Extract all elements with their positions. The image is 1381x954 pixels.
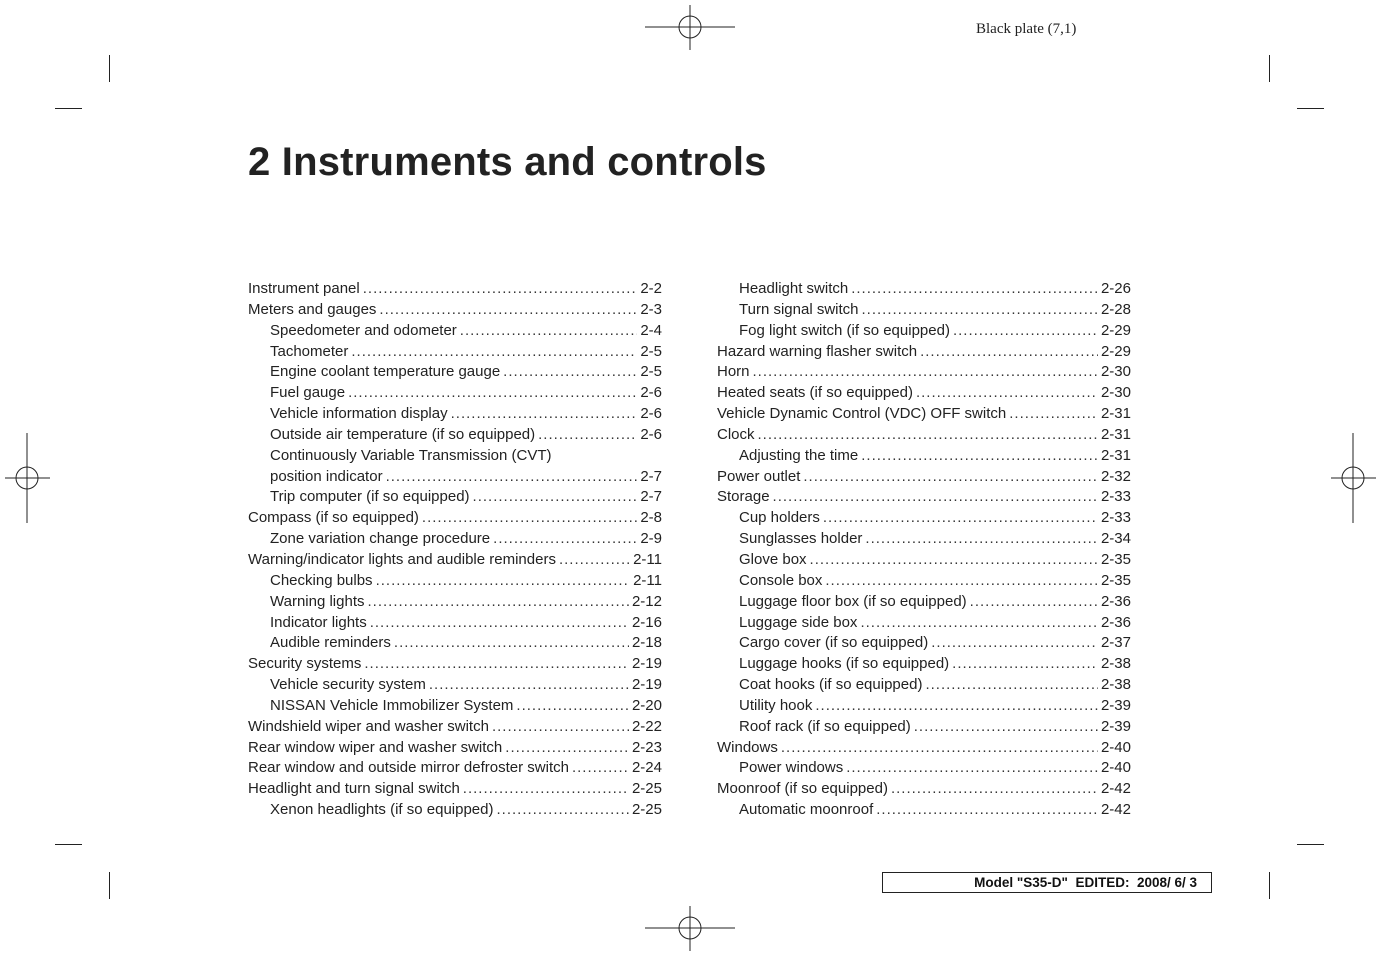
- toc-entry-page: 2-32: [1100, 467, 1131, 485]
- toc-entry-page: 2-19: [631, 655, 662, 673]
- toc-entry-page: 2-23: [631, 738, 662, 756]
- registration-mark-top: [645, 5, 735, 50]
- crop-mark-tl-vertical: [109, 55, 110, 82]
- toc-dot-leader: [753, 362, 1098, 383]
- toc-entry-title: Power windows: [739, 759, 844, 777]
- toc-entry[interactable]: [717, 321, 1131, 342]
- toc-entry[interactable]: [248, 758, 662, 779]
- crop-mark-tr-vertical: [1269, 55, 1270, 82]
- toc-entry[interactable]: [248, 779, 662, 800]
- toc-entry[interactable]: [717, 425, 1131, 446]
- toc-entry-page: 2-37: [1100, 634, 1131, 652]
- toc-entry[interactable]: [248, 383, 662, 404]
- toc-entry[interactable]: [717, 300, 1131, 321]
- toc-entry[interactable]: [717, 696, 1131, 717]
- toc-entry-title: Glove box: [739, 550, 807, 568]
- toc-entry-title: Console box: [739, 571, 823, 589]
- toc-entry[interactable]: [248, 654, 662, 675]
- toc-entry[interactable]: [248, 300, 662, 321]
- toc-entry-title: Turn signal switch: [739, 300, 859, 318]
- toc-entry-title: Windows: [717, 738, 778, 756]
- toc-entry[interactable]: [248, 571, 662, 592]
- toc-entry-page: 2-38: [1100, 655, 1131, 673]
- toc-dot-leader: [758, 425, 1098, 446]
- toc-entry-page: 2-8: [640, 509, 662, 527]
- toc-entry-page: 2-6: [640, 425, 662, 443]
- toc-dot-leader: [559, 550, 630, 571]
- toc-entry-page: 2-16: [631, 613, 662, 631]
- toc-entry-title: Zone variation change procedure: [270, 530, 491, 548]
- toc-entry-page: 2-19: [631, 676, 662, 694]
- crop-mark-br-horizontal: [1297, 844, 1324, 845]
- toc-entry-page: 2-31: [1100, 446, 1131, 464]
- toc-entry-page: 2-30: [1100, 363, 1131, 381]
- toc-dot-leader: [370, 613, 629, 634]
- toc-entry-page: 2-33: [1100, 509, 1131, 527]
- toc-entry[interactable]: [717, 613, 1131, 634]
- toc-entry[interactable]: [248, 592, 662, 613]
- toc-dot-leader: [351, 342, 637, 363]
- toc-dot-leader: [823, 508, 1098, 529]
- toc-entry[interactable]: [717, 467, 1131, 488]
- toc-entry-title: Speedometer and odometer: [270, 321, 457, 339]
- toc-entry-title: Tachometer: [270, 342, 349, 360]
- toc-entry-page: 2-24: [631, 759, 662, 777]
- toc-entry-title: Coat hooks (if so equipped): [739, 676, 923, 694]
- toc-entry-page: 2-38: [1100, 676, 1131, 694]
- toc-dot-leader: [931, 633, 1098, 654]
- registration-mark-left: [5, 433, 50, 523]
- toc-entry-title: Power outlet: [717, 467, 801, 485]
- toc-entry[interactable]: [717, 717, 1131, 738]
- toc-entry[interactable]: [717, 446, 1131, 467]
- toc-dot-leader: [914, 717, 1098, 738]
- toc-entry-title: NISSAN Vehicle Immobilizer System: [270, 696, 514, 714]
- toc-entry-page: 2-4: [640, 321, 662, 339]
- toc-entry-title: Horn: [717, 363, 750, 381]
- toc-entry[interactable]: [717, 487, 1131, 508]
- plate-label: Black plate (7,1): [976, 21, 1077, 37]
- toc-entry[interactable]: [248, 550, 662, 571]
- toc-entry[interactable]: [717, 529, 1131, 550]
- toc-dot-leader: [862, 300, 1098, 321]
- toc-entry[interactable]: [717, 592, 1131, 613]
- toc-entry[interactable]: [248, 675, 662, 696]
- toc-dot-leader: [846, 758, 1098, 779]
- toc-entry[interactable]: [717, 383, 1131, 404]
- toc-entry-title: Cargo cover (if so equipped): [739, 634, 929, 652]
- toc-left-column: [248, 279, 662, 821]
- toc-dot-leader: [492, 717, 629, 738]
- toc-entry-title: Headlight and turn signal switch: [248, 780, 460, 798]
- toc-entry-page: 2-39: [1100, 696, 1131, 714]
- toc-entry[interactable]: [248, 321, 662, 342]
- toc-entry-title: Heated seats (if so equipped): [717, 384, 913, 402]
- toc-entry-page: 2-34: [1100, 530, 1131, 548]
- toc-entry[interactable]: [717, 738, 1131, 759]
- toc-entry[interactable]: [248, 633, 662, 654]
- toc-entry-page: 2-3: [640, 300, 662, 318]
- toc-dot-leader: [970, 592, 1098, 613]
- toc-entry-title: Hazard warning flasher switch: [717, 342, 918, 360]
- crop-mark-tl-horizontal: [55, 108, 82, 109]
- toc-dot-leader: [773, 487, 1098, 508]
- toc-dot-leader: [493, 529, 637, 550]
- toc-entry-title: Vehicle information display: [270, 405, 448, 423]
- toc-entry[interactable]: [717, 758, 1131, 779]
- toc-entry-title: Xenon headlights (if so equipped): [270, 801, 494, 819]
- toc-dot-leader: [429, 675, 629, 696]
- toc-entry-title: Adjusting the time: [739, 446, 859, 464]
- toc-entry-page: 2-33: [1100, 488, 1131, 506]
- toc-dot-leader: [865, 529, 1098, 550]
- toc-entry-title: Windshield wiper and washer switch: [248, 717, 489, 735]
- toc-entry-title: Vehicle Dynamic Control (VDC) OFF switch: [717, 405, 1007, 423]
- toc-dot-leader: [851, 279, 1098, 300]
- toc-entry-page: 2-39: [1100, 717, 1131, 735]
- toc-entry-page: 2-42: [1100, 801, 1131, 819]
- toc-entry-title: Outside air temperature (if so equipped): [270, 425, 536, 443]
- toc-entry-title: Compass (if so equipped): [248, 509, 419, 527]
- toc-entry-title: Audible reminders: [270, 634, 391, 652]
- toc-entry-page: 2-30: [1100, 384, 1131, 402]
- toc-entry-page: 2-9: [640, 530, 662, 548]
- toc-dot-leader: [803, 467, 1098, 488]
- registration-mark-bottom: [645, 906, 735, 951]
- toc-entry-page: 2-31: [1100, 425, 1131, 443]
- toc-entry[interactable]: [248, 613, 662, 634]
- toc-dot-leader: [367, 592, 628, 613]
- toc-entry[interactable]: [717, 508, 1131, 529]
- toc-entry-page: 2-5: [640, 342, 662, 360]
- toc-dot-leader: [473, 487, 638, 508]
- toc-entry[interactable]: [717, 571, 1131, 592]
- toc-entry-title: Sunglasses holder: [739, 530, 863, 548]
- toc-entry-title: Warning/indicator lights and audible reminders: [248, 550, 556, 568]
- toc-entry-page: 2-12: [631, 592, 662, 610]
- toc-entry[interactable]: [717, 342, 1131, 363]
- toc-entry-page: 2-25: [631, 780, 662, 798]
- toc-dot-leader: [861, 446, 1098, 467]
- toc-entry-title: Luggage floor box (if so equipped): [739, 592, 967, 610]
- toc-entry-title: Moonroof (if so equipped): [717, 780, 888, 798]
- toc-dot-leader: [825, 571, 1098, 592]
- toc-entry[interactable]: [717, 633, 1131, 654]
- toc-entry-page: 2-29: [1100, 342, 1131, 360]
- toc-entry-page: 2-6: [640, 384, 662, 402]
- toc-entry-page: 2-36: [1100, 613, 1131, 631]
- toc-entry-title: Fog light switch (if so equipped): [739, 321, 950, 339]
- toc-dot-leader: [860, 613, 1098, 634]
- toc-entry-page: 2-7: [640, 488, 662, 506]
- toc-dot-leader: [952, 654, 1098, 675]
- toc-entry[interactable]: [717, 362, 1131, 383]
- toc-dot-leader: [538, 425, 637, 446]
- toc-right-column: [717, 279, 1131, 821]
- toc-entry[interactable]: [717, 550, 1131, 571]
- toc-dot-leader: [925, 675, 1098, 696]
- toc-dot-leader: [379, 300, 637, 321]
- toc-dot-leader: [876, 800, 1098, 821]
- toc-dot-leader: [451, 404, 638, 425]
- toc-dot-leader: [503, 362, 637, 383]
- toc-entry-page: 2-11: [633, 550, 662, 568]
- toc-entry-title: Checking bulbs: [270, 571, 373, 589]
- toc-dot-leader: [497, 800, 629, 821]
- toc-dot-leader: [364, 654, 629, 675]
- toc-dot-leader: [422, 508, 637, 529]
- toc-entry-title: Warning lights: [270, 592, 365, 610]
- toc-entry[interactable]: [717, 675, 1131, 696]
- toc-entry-title: Engine coolant temperature gauge: [270, 363, 501, 381]
- model-edited-label: Model "S35-D" EDITED: 2008/ 6/ 3: [882, 872, 1212, 893]
- toc-entry[interactable]: [248, 487, 662, 508]
- toc-entry[interactable]: [717, 279, 1131, 300]
- toc-dot-leader: [891, 779, 1098, 800]
- toc-entry[interactable]: [248, 467, 662, 488]
- toc-entry-title: Vehicle security system: [270, 676, 426, 694]
- chapter-title: 2 Instruments and controls: [248, 140, 767, 184]
- toc-entry-page: 2-29: [1100, 321, 1131, 339]
- toc-entry-page: 2-40: [1100, 738, 1131, 756]
- toc-entry-title: Rear window wiper and washer switch: [248, 738, 503, 756]
- toc-entry-title: Luggage side box: [739, 613, 858, 631]
- toc-entry-title: Clock: [717, 425, 755, 443]
- toc-entry-title-line1: [248, 446, 662, 467]
- toc-entry-page: 2-5: [640, 363, 662, 381]
- toc-entry[interactable]: [248, 404, 662, 425]
- toc-entry[interactable]: [717, 800, 1131, 821]
- toc-entry-page: 2-20: [631, 696, 662, 714]
- toc-dot-leader: [460, 321, 638, 342]
- toc-entry-title: Luggage hooks (if so equipped): [739, 655, 950, 673]
- toc-dot-leader: [815, 696, 1098, 717]
- toc-dot-leader: [376, 571, 631, 592]
- toc-entry[interactable]: [248, 425, 662, 446]
- registration-mark-right: [1331, 433, 1376, 523]
- toc-entry-title: Storage: [717, 488, 770, 506]
- toc-dot-leader: [505, 738, 629, 759]
- toc-entry-title: Roof rack (if so equipped): [739, 717, 911, 735]
- toc-entry-page: 2-35: [1100, 571, 1131, 589]
- toc-dot-leader: [348, 383, 637, 404]
- toc-dot-leader: [1009, 404, 1098, 425]
- toc-dot-leader: [810, 550, 1098, 571]
- toc-entry-page: 2-7: [640, 467, 662, 485]
- toc-dot-leader: [463, 779, 629, 800]
- toc-entry-page: 2-22: [631, 717, 662, 735]
- toc-dot-leader: [953, 321, 1098, 342]
- toc-entry[interactable]: [248, 529, 662, 550]
- toc-entry-page: 2-2: [640, 280, 662, 297]
- toc-entry-page: 2-36: [1100, 592, 1131, 610]
- toc-entry-page: 2-25: [631, 801, 662, 819]
- toc-entry-page: 2-11: [633, 571, 662, 589]
- toc-entry-page: 2-18: [631, 634, 662, 652]
- crop-mark-tr-horizontal: [1297, 108, 1324, 109]
- toc-entry-page: 2-6: [640, 405, 662, 423]
- crop-mark-bl-vertical: [109, 872, 110, 899]
- toc-entry-title: Utility hook: [739, 696, 813, 714]
- toc-entry-page: 2-31: [1100, 405, 1131, 423]
- toc-entry-title: Automatic moonroof: [739, 801, 874, 819]
- toc-dot-leader: [781, 738, 1098, 759]
- toc-dot-leader: [916, 383, 1098, 404]
- toc-entry[interactable]: [248, 800, 662, 821]
- toc-entry-title: Instrument panel: [248, 280, 360, 297]
- toc-entry-title: Continuously Variable Transmission (CVT): [270, 446, 552, 464]
- toc-dot-leader: [394, 633, 629, 654]
- toc-entry[interactable]: [248, 279, 662, 300]
- toc-entry[interactable]: [717, 404, 1131, 425]
- toc-entry-title: Cup holders: [739, 509, 820, 527]
- toc-dot-leader: [386, 467, 638, 488]
- toc-entry[interactable]: [248, 717, 662, 738]
- toc-entry[interactable]: [248, 696, 662, 717]
- toc-entry-page: 2-35: [1100, 550, 1131, 568]
- toc-entry-page: 2-28: [1100, 300, 1131, 318]
- crop-mark-br-vertical: [1269, 872, 1270, 899]
- toc-entry-title: Rear window and outside mirror defroster switch: [248, 759, 569, 777]
- toc-dot-leader: [920, 342, 1098, 363]
- toc-dot-leader: [516, 696, 629, 717]
- toc-entry-page: 2-40: [1100, 759, 1131, 777]
- toc-entry-page: 2-26: [1100, 280, 1131, 297]
- toc-entry[interactable]: [248, 342, 662, 363]
- toc-entry[interactable]: [248, 738, 662, 759]
- toc-entry[interactable]: [717, 779, 1131, 800]
- crop-mark-bl-horizontal: [55, 844, 82, 845]
- toc-entry-title: Headlight switch: [739, 280, 849, 297]
- toc-entry-title: position indicator: [270, 467, 383, 485]
- toc-entry-title: Fuel gauge: [270, 384, 346, 402]
- toc-entry-title: Trip computer (if so equipped): [270, 488, 470, 506]
- toc-dot-leader: [572, 758, 629, 779]
- toc-entry[interactable]: [717, 654, 1131, 675]
- toc-entry-page: 2-42: [1100, 780, 1131, 798]
- toc-entry[interactable]: [248, 508, 662, 529]
- toc-entry[interactable]: [248, 362, 662, 383]
- toc-entry-title: Meters and gauges: [248, 300, 377, 318]
- toc-entry-title: Indicator lights: [270, 613, 367, 631]
- toc-dot-leader: [363, 279, 638, 300]
- toc-entry-title: Security systems: [248, 655, 362, 673]
